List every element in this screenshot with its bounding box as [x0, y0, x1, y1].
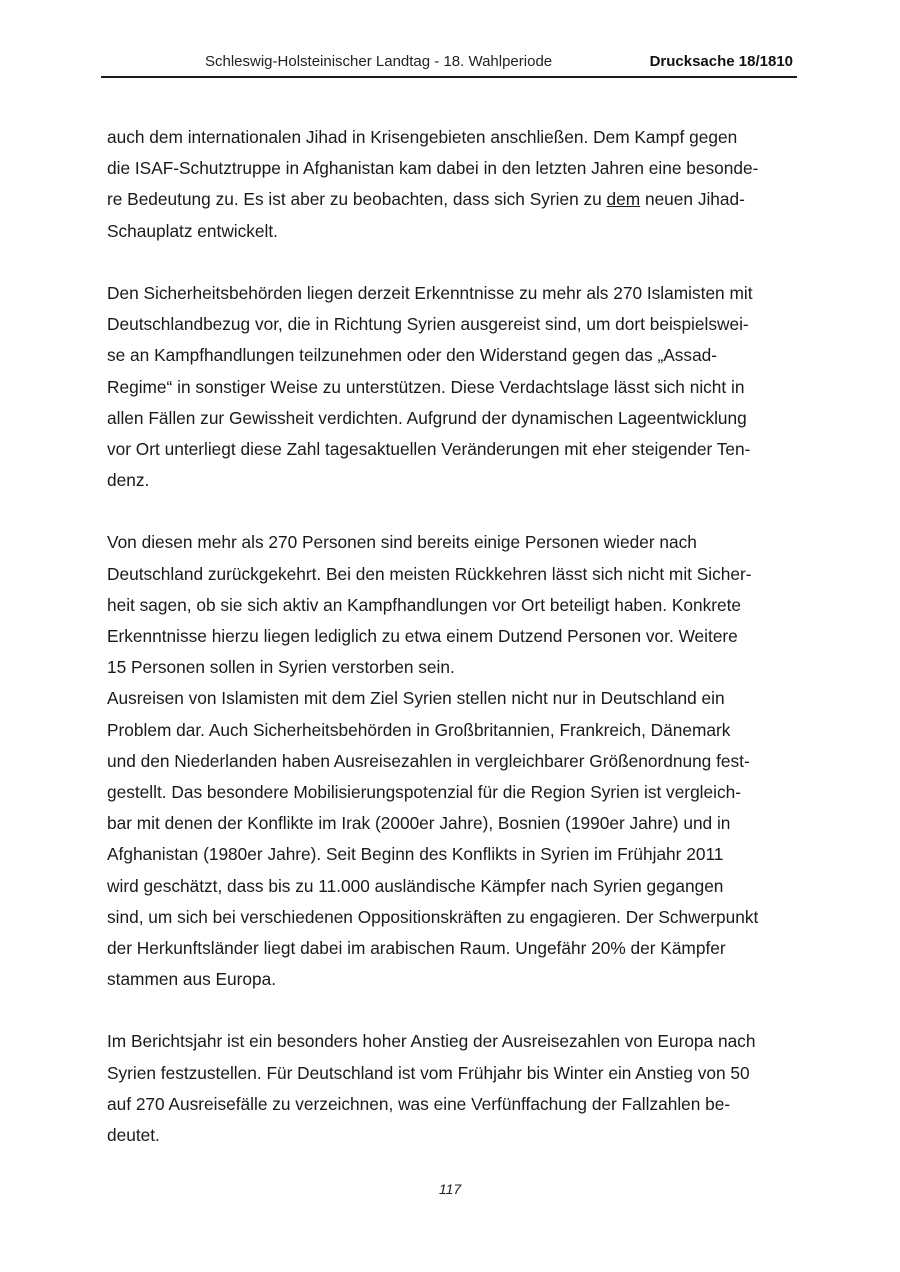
paragraph-4 — [107, 683, 807, 995]
text-line: auf 270 Ausreisefälle zu verzeichnen, was eine Verfünffachung der Fallzahlen be- — [107, 1093, 731, 1114]
paragraph-3 — [107, 527, 807, 683]
text-line: heit sagen, ob sie sich aktiv an Kampfhandlungen vor Ort beteiligt haben. Konkrete — [107, 594, 742, 615]
body-text — [107, 122, 807, 1151]
text-line: wird geschätzt, dass bis zu 11.000 ausländische Kämpfer nach Syrien gegangen — [107, 875, 724, 896]
text-line: gestellt. Das besondere Mobilisierungspotenzial für die Region Syrien ist vergleich- — [107, 781, 741, 802]
text-line: Problem dar. Auch Sicherheitsbehörden in Großbritannien, Frankreich, Dänemark — [107, 719, 731, 740]
text-line: Deutschland zurückgekehrt. Bei den meisten Rückkehren lässt sich nicht mit Sicher- — [107, 563, 752, 584]
text-line: 15 Personen sollen in Syrien verstorben sein. — [107, 657, 455, 678]
text-line: allen Fällen zur Gewissheit verdichten. Aufgrund der dynamischen Lageentwicklung — [107, 407, 747, 428]
text-line: auch dem internationalen Jihad in Krisengebieten anschließen. Dem Kampf gegen — [107, 127, 738, 147]
text-line: deutet. — [107, 1125, 160, 1145]
text-line: die ISAF-Schutztruppe in Afghanistan kam dabei in den letzten Jahren eine besonde- — [107, 158, 759, 179]
paragraph-2 — [107, 278, 807, 496]
paragraph-5 — [107, 1026, 807, 1151]
underlined-word: dem — [606, 189, 641, 210]
text-segment: neuen Jihad- — [640, 189, 745, 210]
document-number: Drucksache 18/1810 — [649, 53, 793, 70]
text-line: Regime“ in sonstiger Weise zu unterstützen. Diese Verdachtslage lässt sich nicht in — [107, 376, 745, 397]
paragraph-1 — [107, 122, 807, 247]
page-number: 117 — [438, 1181, 462, 1197]
header-title: Schleswig-Holsteinischer Landtag - 18. Wahlperiode — [205, 53, 553, 70]
text-line: Im Berichtsjahr ist ein besonders hoher Anstieg der Ausreisezahlen von Europa nach — [107, 1031, 756, 1052]
text-line: vor Ort unterliegt diese Zahl tagesaktuellen Veränderungen mit eher steigender Ten- — [107, 438, 751, 459]
text-line: Von diesen mehr als 270 Personen sind bereits einige Personen wieder nach — [107, 532, 697, 553]
text-line — [107, 184, 807, 215]
text-line: Schauplatz entwickelt. — [107, 220, 278, 241]
text-line: Deutschlandbezug vor, die in Richtung Syrien ausgereist sind, um dort beispielswei- — [107, 314, 749, 335]
text-line: Erkenntnisse hierzu liegen lediglich zu etwa einem Dutzend Personen vor. Weitere — [107, 626, 738, 646]
page-header — [101, 52, 797, 78]
text-line: bar mit denen der Konflikte im Irak (2000er Jahre), Bosnien (1990er Jahre) und in — [107, 813, 731, 834]
text-segment: re Bedeutung zu. Es ist aber zu beobachten, dass sich Syrien zu — [107, 189, 607, 210]
text-line: Afghanistan (1980er Jahre). Seit Beginn des Konflikts in Syrien im Frühjahr 2011 — [107, 844, 724, 865]
text-line: denz. — [107, 470, 150, 491]
text-line: sind, um sich bei verschiedenen Oppositionskräften zu engagieren. Der Schwerpunkt — [107, 906, 759, 927]
text-line: der Herkunftsländer liegt dabei im arabischen Raum. Ungefähr 20% der Kämpfer — [107, 937, 726, 958]
text-line: und den Niederlanden haben Ausreisezahlen in vergleichbarer Größenordnung fest- — [107, 750, 750, 771]
text-line: Ausreisen von Islamisten mit dem Ziel Syrien stellen nicht nur in Deutschland ein — [107, 688, 725, 709]
text-line: Den Sicherheitsbehörden liegen derzeit Erkenntnisse zu mehr als 270 Islamisten mit — [107, 282, 753, 303]
text-line: se an Kampfhandlungen teilzunehmen oder den Widerstand gegen das „Assad- — [107, 345, 718, 366]
text-line: Syrien festzustellen. Für Deutschland ist vom Frühjahr bis Winter ein Anstieg von 50 — [107, 1062, 750, 1083]
text-line: stammen aus Europa. — [107, 969, 277, 990]
